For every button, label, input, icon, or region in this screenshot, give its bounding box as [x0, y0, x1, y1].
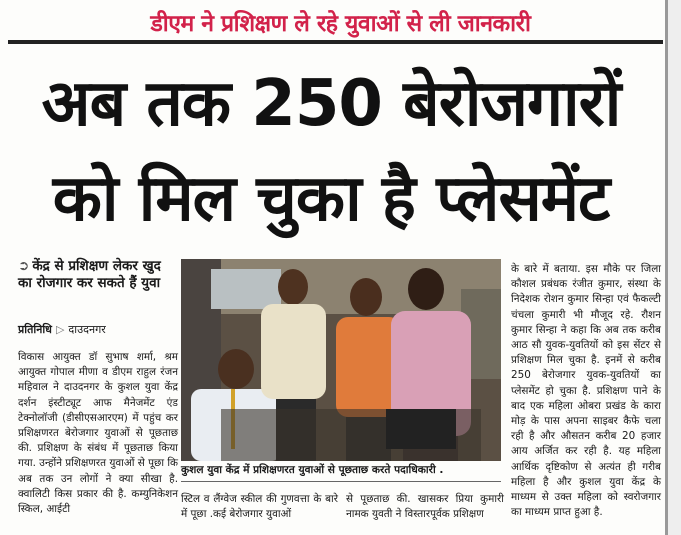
- subheadline-text: केंद्र से प्रशिक्षण लेकर खुद का रोजगार कर सकते हैं युवा: [18, 258, 161, 291]
- byline: [18, 322, 106, 337]
- main-headline-line2: को मिल चुका है प्लेसमेंट: [52, 162, 610, 236]
- main-headline-line1: अब तक 250 बेरोजगारों: [41, 67, 621, 141]
- article-column-1: विकास आयुक्त डॉ सुभाष शर्मा, श्रम आयुक्त गोपाल मीणा व डीएम राहुल रंजन महिवाल ने दाउदनगर के कुशल युवा केंद्र दर्शन इंस्टीट्यूट आफ मैनेजमेंट एंड टेक्नोलॉजी (डीसीएसआरएम) में पहुंच कर प्रशिक्षणरत बेरोजगार युवाओं से पूछताछ की. प्रशिक्षण के संबंध में पूछताछ किया गया. उन्होंने प्रशिक्षणरत युवाओं से पूछा कि अब तक उन लोगों ने क्या सीखा है. क्वालिटी किस प्रकार की है. कम्युनिकेशन स्किल, आईटी: [18, 351, 178, 516]
- photo-caption: कुशल युवा केंद्र में प्रशिक्षणरत युवाओं से पूछताछ करते पदाधिकारी .: [181, 464, 444, 476]
- play-icon: ▷: [55, 323, 65, 336]
- photo-illustration: [181, 259, 501, 461]
- article-column-4: के बारे में बताया. इस मौके पर जिला कौशल प्रबंधक रंजीत कुमार, संस्था के निदेशक रोशन कुमार सिन्हा एवं फैकल्टी चंचला कुमारी भी मौजूद रहे. रौशन कुमार सिन्हा ने कहा कि अब तक करीब आठ सौ युवक-युवतियों को इस सेंटर से प्रशिक्षण मिल चुका है. इनमें से करीब 250 बेरोजगार युवक-युवतियों का प्लेसमेंट हो चुका है. प्रशिक्षण पाने के बाद एक महिला ओबरा प्रखंड के कारा मोड़ के पास अपना साइबर कैफे चला रही है और औसतन करीब 20 हजार आय अर्जित कर रही है. यह महिला आर्थिक दृष्टिकोण से अत्यंत ही गरीब महिला है और कुशल युवा केंद्र के माध्यम से उक्त महिला को स्वरोजगार का माध्यम प्राप्त हुआ है.: [511, 263, 661, 519]
- byline-author: प्रतिनिधि: [18, 323, 52, 336]
- kicker-headline: डीएम ने प्रशिक्षण ले रहे युवाओं से ली जानकारी: [150, 11, 531, 37]
- column-divider: [665, 0, 668, 535]
- adjacent-column-strip: [668, 0, 681, 535]
- subheadline: [18, 258, 178, 292]
- article-column-2: स्टिल व लैंग्वेज स्कील की गुणवत्ता के बारे में पूछा .कई बेरोजगार युवाओं: [181, 493, 338, 521]
- kicker-rule: [8, 40, 663, 44]
- news-photo: [181, 259, 501, 461]
- caption-rule: [181, 481, 501, 482]
- byline-place: दाउदनगर: [68, 323, 106, 336]
- arrow-icon: ➲: [18, 258, 30, 274]
- article-column-3: से पूछताछ की. खासकर प्रिया कुमारी नामक युवती ने विस्तारपूर्वक प्रशिक्षण: [346, 493, 504, 521]
